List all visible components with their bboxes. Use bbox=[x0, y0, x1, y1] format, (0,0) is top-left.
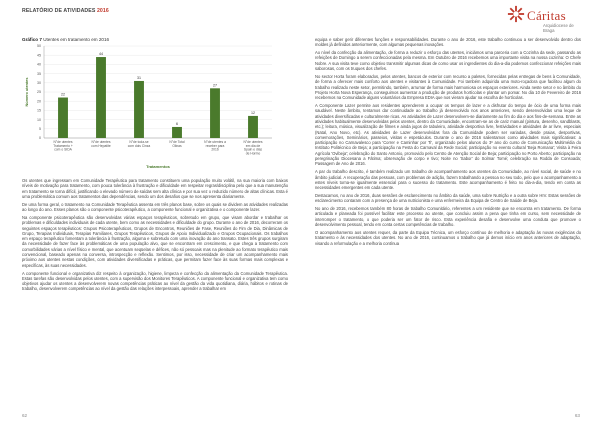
y-tick-label: 45 bbox=[37, 53, 41, 58]
y-tick-label: 30 bbox=[37, 81, 41, 85]
chart-caption-label: Gráfico 7 bbox=[22, 37, 42, 42]
report-title: RELATÓRIO DE ATIVIDADES bbox=[22, 8, 97, 14]
y-tick-label: 35 bbox=[37, 71, 41, 76]
paragraph: A par do trabalho descrito, é também realizado um trabalho de acompanhamento aos utentes da Comunidade, ao nível social, de saúde e no âmbito judicial. A recuperação das pessoas, com problemas de adição, fazem trabalhando a pessoa no seu todo, pelo que o acompanhamento a estes níveis torna-se igualmente essencial para o sucesso do tratamento. Este acompanhamento é feito no dia-a-dia, tendo em conta as necessidades emergentes em cada utente. bbox=[315, 169, 581, 191]
x-axis-title: Tratamentos bbox=[146, 164, 170, 169]
bar bbox=[172, 127, 182, 138]
paragraph: Na componente psicoterapêutica são desenvolvidas várias espaços terapêuticos, sobretudo em grupo, que visam abordar e trabalhar os problemas e dificuldades individuais de cada utente, bem como as necessidades e dificuldade do grupo. Durante o ano de 2016, decorreram os seguintes espaços terapêuticos: Grupos Psicoterapêuticos, Grupos de Encontros, Reuniões de Fase, Reuniões do Fim de Dia, Dinâmicas de Grupo, Terapias Individuais, Terapias Familiares, Grupos Terapêuticos, Grupos de Apoio Individualizado e Grupos Ocupacionais. Os trabalhos em espaço terapêutico fomentam a tolerância à frustração, alguma e sobretudo com uma inovação do ano transato. Estes três grupos surgiram da necessidade de fazer face às problemáticas de uma população alvo, que se encontram em crescimento, e que chega a tratamento com comorbilidades várias a nível físico e mental, que acentuam seqüelas e défices, não só pessoais mas na plenitude ao formato terapêutico mais convencional, baseado apenas na conversa, introspecção e reflexão. Sentimos, por isso, necessidade de criar um acompanhamento mais próximo aos utentes nestas condições, com atividades diversificadas e práticas, que permitam fazer face às suas formas mais complexas e específicas, às suas necessidades. bbox=[22, 214, 288, 268]
right-column bbox=[315, 37, 581, 248]
paragraph: Ao nível da confecção da alimentação, de forma a reduzir o esforço das utentes, iniciámos uma parceria com a Cozinha da sede, passando as refeições de Domingo a serem confeccionadas pela mesma. Em Outubro de 2016 recebemos uma importante visita na nossa cozinha: O Chefe Nobre. A sua visita teve como objetivo transmitir algumas dicas de como usar os ingredientes do dia-a-dia podemos confeccionar refeições mais saborosas, com os truques dos chefes. bbox=[315, 50, 581, 72]
y-tick-label: 50 bbox=[37, 44, 41, 49]
paragraph: equipa e saber gerir diferentes funções e responsabilidades. Durante o ano de 2016, este trabalho continuou a ser desenvolvido dentro dos moldes já definidos anteriormente, com algumas pequenas inovações. bbox=[315, 37, 581, 48]
data-label: 12 bbox=[251, 110, 255, 115]
y-tick-label: 40 bbox=[37, 62, 41, 67]
data-label: 44 bbox=[99, 52, 103, 57]
category-label: N°de utentes com Hepatite bbox=[91, 140, 111, 148]
bar bbox=[248, 116, 258, 138]
paragraph: No sector Horta foram elaborados, pelos utentes, bancos de exterior com recurso a paletes, fornecidas pelas entregas de bens à Comunidade, de forma a oferecer mais conforto aos utentes e visitantes à Comunidade. Foi também adquirida uma moto-roçadora que facilitou algum do trabalho realizado neste setor, permitindo, também, arrumar de forma mais harmoniosa os espaços exteriores. Ainda neste setor e no âmbito do Projeto Horta Nova Esperança, conseguimos aumentar a produção de produtos hortícolas e plantar um pomar. No dia 10 de Fevereiro de 2016 recebemos na Comunidade alguns voluntários da Empresa EDIA que nos vieram ajudar na escolha de hortícolas. bbox=[315, 73, 581, 101]
report-year: 2016 bbox=[96, 8, 109, 14]
page-number-left: 62 bbox=[22, 413, 28, 418]
page-number-right: 63 bbox=[574, 413, 580, 418]
paragraph: A componente funcional e organizativa diz respeito à organização, higiene, limpeza e confecção da alimentação da Comunidade Terapêutica. Estas tarefas são desenvolvidas pelos utentes, com a supervisão dos Monitores Terapêuticos. A componente funcional e organizativa tem como objetivos ajudar os utentes a desenvolverem novas competências práticas ao nível da gestão da vida quotidiana, diária, hábitos e rotinas de trabalho, desenvolverem competências ao nível da gestão das relações interpessoais, aprender a trabalhar em bbox=[22, 270, 288, 292]
logo-subtitle: Arquidiocese de Braga bbox=[543, 23, 574, 33]
data-label: 27 bbox=[213, 83, 217, 88]
category-label: N°de toda-se com dois Cinza bbox=[127, 140, 151, 148]
treatment-bar-chart bbox=[22, 42, 290, 172]
paragraph: Os utentes que ingressam em Comunidade Terapêutica para tratamento constituem uma população muito volátil, na sua maioria com baixos níveis de motivação para tratamento, com pouca tolerância à frustração e dificuldade em respeitar regras/disciplina pelo que a sua manutenção em tratamento se torna difícil, justificando o elevado número de saídas sem alta clínica e por sua vez o reduzido número de altas clínicas. Esta é uma problemática comum aos tratamentos das dependências, sendo um dos desafios que se nos apresenta diariamente. bbox=[22, 178, 288, 199]
y-axis-title: Número utentes bbox=[25, 77, 29, 107]
caritas-logo bbox=[507, 5, 582, 33]
paragraph: O acompanhamento aos utentes requer, da parte da Equipa Técnica, um esforço contínuo de melhoria e adaptação às novas exigências do tratamento e às necessidades dos utentes. No ano de 2016, continuamos o trabalho que já demos início em anos anteriores de adaptação, visando a reformulação e a melhoria contínua bbox=[315, 229, 581, 246]
data-label: 22 bbox=[61, 92, 65, 97]
category-label: N°de utentes a receber para 2016 bbox=[204, 140, 226, 152]
y-tick-label: 5 bbox=[39, 127, 41, 131]
paragraph: Destacamos, no ano de 2016, duas sessões de esclarecimento no âmbito da saúde, uma sobre Nutrição e a outra sobre HIV. Estas sessões de esclarecimento contaram com a presença de uma nutricionista e uma enfermeira da Equipa de Centro de Saúde de Beja. bbox=[315, 192, 581, 204]
category-label: N°de utentes Tratamento + com o SIDA bbox=[53, 140, 73, 152]
y-tick-label: 15 bbox=[37, 108, 41, 113]
paragraph: De uma forma geral, o tratamento na Comunidade Terapêutica assenta em três planos base, sobre os quais se dividem as atividades realizadas ao longo do ano. Esses planos são o componente psicoterapêutico, a componente funcional e organizativa e o componente lazer. bbox=[22, 201, 288, 213]
bar bbox=[58, 98, 68, 138]
bar bbox=[210, 88, 220, 138]
bar bbox=[96, 57, 106, 138]
report-header bbox=[22, 8, 109, 14]
paragraph: No ano de 2016, recebemos também 80 horas de trabalho Comunitário, referentes a um residente que se encontra em tratamento. De forma articulada e planeada foi possível facilitar este processo ao utente, que concluiu assim a pena que tinha em curso, sem necessidade de interromper o tratamento, o que poderia ser um fator de risco. Esta experiência desafia e desenvolve uma conduta que promove o desenvolvimento pessoal, tendo em conta certas competências de trabalho. bbox=[315, 206, 581, 228]
y-tick-label: 0 bbox=[39, 136, 41, 141]
left-column bbox=[22, 178, 288, 294]
y-tick-label: 10 bbox=[37, 117, 41, 122]
category-label: N°de Total Olinas bbox=[169, 140, 185, 148]
logo-brand: Cáritas bbox=[527, 8, 566, 23]
y-tick-label: 20 bbox=[37, 99, 41, 104]
data-label: 6 bbox=[176, 121, 178, 126]
data-label: 31 bbox=[137, 75, 141, 80]
bar bbox=[134, 81, 144, 138]
paragraph: A Componente Lazer permite aos residentes aprenderem a ocupar os tempos de lazer e a disfrutar do tempo de ócio de uma forma mais saudável. Neste âmbito, tentamos dar continuidade ao trabalho já desenvolvido nos anos anteriores, sendo desenvolvidas uma leque de atividades diversificadas e culturalmente ricas. As atividades de Lazer desenvolvem-se diariamente ao fim do dia e aos fins-de-semana. Entre as atividades habitualmente desenvolvidas pelos utentes, dentro da Comunidade, encontram-se as de cariz manual (pintura, desenho, sandblasts, etc.); leitura, música, visualização de filmes e ainda jogos de tabuleiro, atividade desportiva livre, festividades e atividades de ar livre, especiais (Natal, Ano Novo, etc). As atividades de Lazer desenvolvidas fora da Comunidade podem ser variadas, desde praias, desportivas, comemorações, Seminários, passeios, visitas e espetáculos. Durante o ano de 2016 salientamos como atividades mais significativas: a participação no Carnavalesco para 'Correr e Caminhar por Ti', organizado pelos alunos do 3º ano do curso de Comunicação Multimédia do Instituto Politécnico de Beja; a participação na Festa do Carnaval da Rede Social; participação no evento cultural 'Beja Romana'; Visita à Feira Agrícola 'Ovibeja'; celebração do Santo Antonio, promovido pelo Centro de Atenção Social de Beja; participação no Porto Aberto; participação na peregrinação Diocesana a Fátima; observação de corpo e tivo; Noite no 'Sabor' do Solmar Tomé; celebração na Rodda de Consoada; Passagem de Ano de 2016. bbox=[315, 103, 581, 167]
y-tick-label: 25 bbox=[37, 90, 41, 95]
chart-caption-text: Utentes em tratamento em 2016 bbox=[41, 37, 110, 42]
caritas-star-icon bbox=[507, 5, 525, 23]
category-label: N°de utentes em dia de Spain e dias de Hormo bbox=[243, 140, 263, 156]
